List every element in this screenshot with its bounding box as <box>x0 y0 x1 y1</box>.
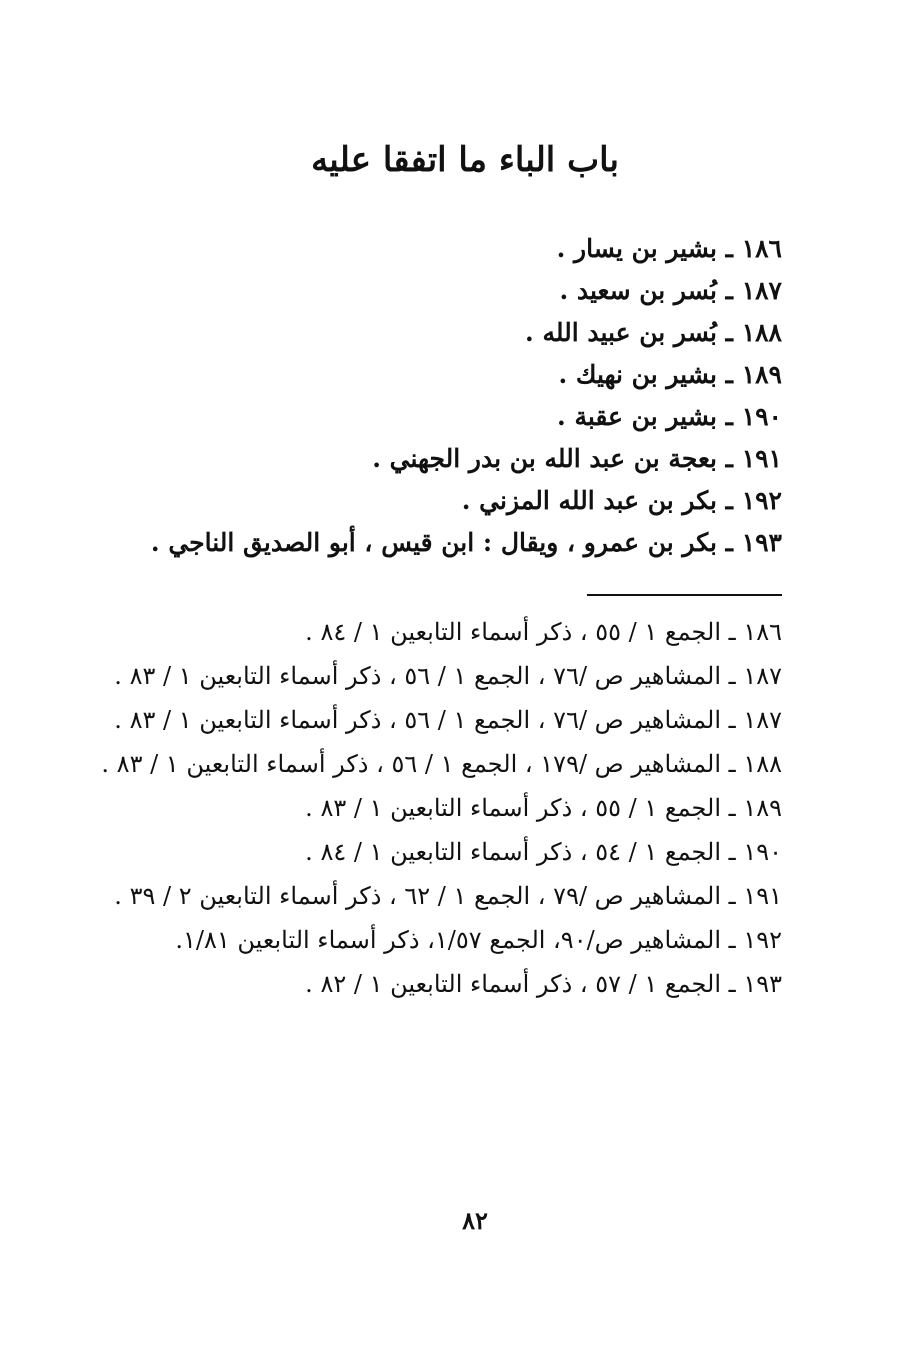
footnote: ١٨٩ ـ الجمع ١ / ٥٥ ، ذكر أسماء التابعين ١ / ٨٣ . <box>305 794 782 822</box>
list-item: ١٨٨ ـ بُسر بن عبيد الله . <box>525 318 782 347</box>
footnote-divider <box>587 594 782 596</box>
footnote: ١٩٢ ـ المشاهير ص/٩٠، الجمع ١/٥٧، ذكر أسماء التابعين ١/٨١. <box>175 926 782 954</box>
list-item: ١٨٦ ـ بشير بن يسار . <box>556 234 782 263</box>
chapter-title: باب الباء ما اتفقا عليه <box>311 140 619 180</box>
footnote: ١٩٣ ـ الجمع ١ / ٥٧ ، ذكر أسماء التابعين ١ / ٨٢ . <box>305 970 782 998</box>
page-number: ٨٢ <box>462 1206 488 1235</box>
footnote: ١٩١ ـ المشاهير ص /٧٩ ، الجمع ١ / ٦٢ ، ذكر أسماء التابعين ٢ / ٣٩ . <box>114 882 782 910</box>
footnote-list <box>100 610 782 1006</box>
list-item: ١٩١ ـ بعجة بن عبد الله بن بدر الجهني . <box>372 444 782 473</box>
list-item: ١٩٠ ـ بشير بن عقبة . <box>557 402 782 431</box>
footnote: ١٨٨ ـ المشاهير ص /١٧٩ ، الجمع ١ / ٥٦ ، ذكر أسماء التابعين ١ / ٨٣ . <box>101 750 782 778</box>
list-item: ١٨٩ ـ بشير بن نهيك . <box>558 360 782 389</box>
entry-list <box>150 228 782 564</box>
list-item: ١٩٢ ـ بكر بن عبد الله المزني . <box>461 486 782 515</box>
list-item: ١٨٧ ـ بُسر بن سعيد . <box>559 276 782 305</box>
footnote: ١٨٦ ـ الجمع ١ / ٥٥ ، ذكر أسماء التابعين ١ / ٨٤ . <box>305 618 782 646</box>
footnote: ١٨٧ ـ المشاهير ص /٧٦ ، الجمع ١ / ٥٦ ، ذكر أسماء التابعين ١ / ٨٣ . <box>114 662 782 690</box>
list-item: ١٩٣ ـ بكر بن عمرو ، ويقال : ابن قيس ، أبو الصديق الناجي . <box>150 528 782 557</box>
footnote: ١٨٧ ـ المشاهير ص /٧٦ ، الجمع ١ / ٥٦ ، ذكر أسماء التابعين ١ / ٨٣ . <box>114 706 782 734</box>
footnote: ١٩٠ ـ الجمع ١ / ٥٤ ، ذكر أسماء التابعين ١ / ٨٤ . <box>305 838 782 866</box>
